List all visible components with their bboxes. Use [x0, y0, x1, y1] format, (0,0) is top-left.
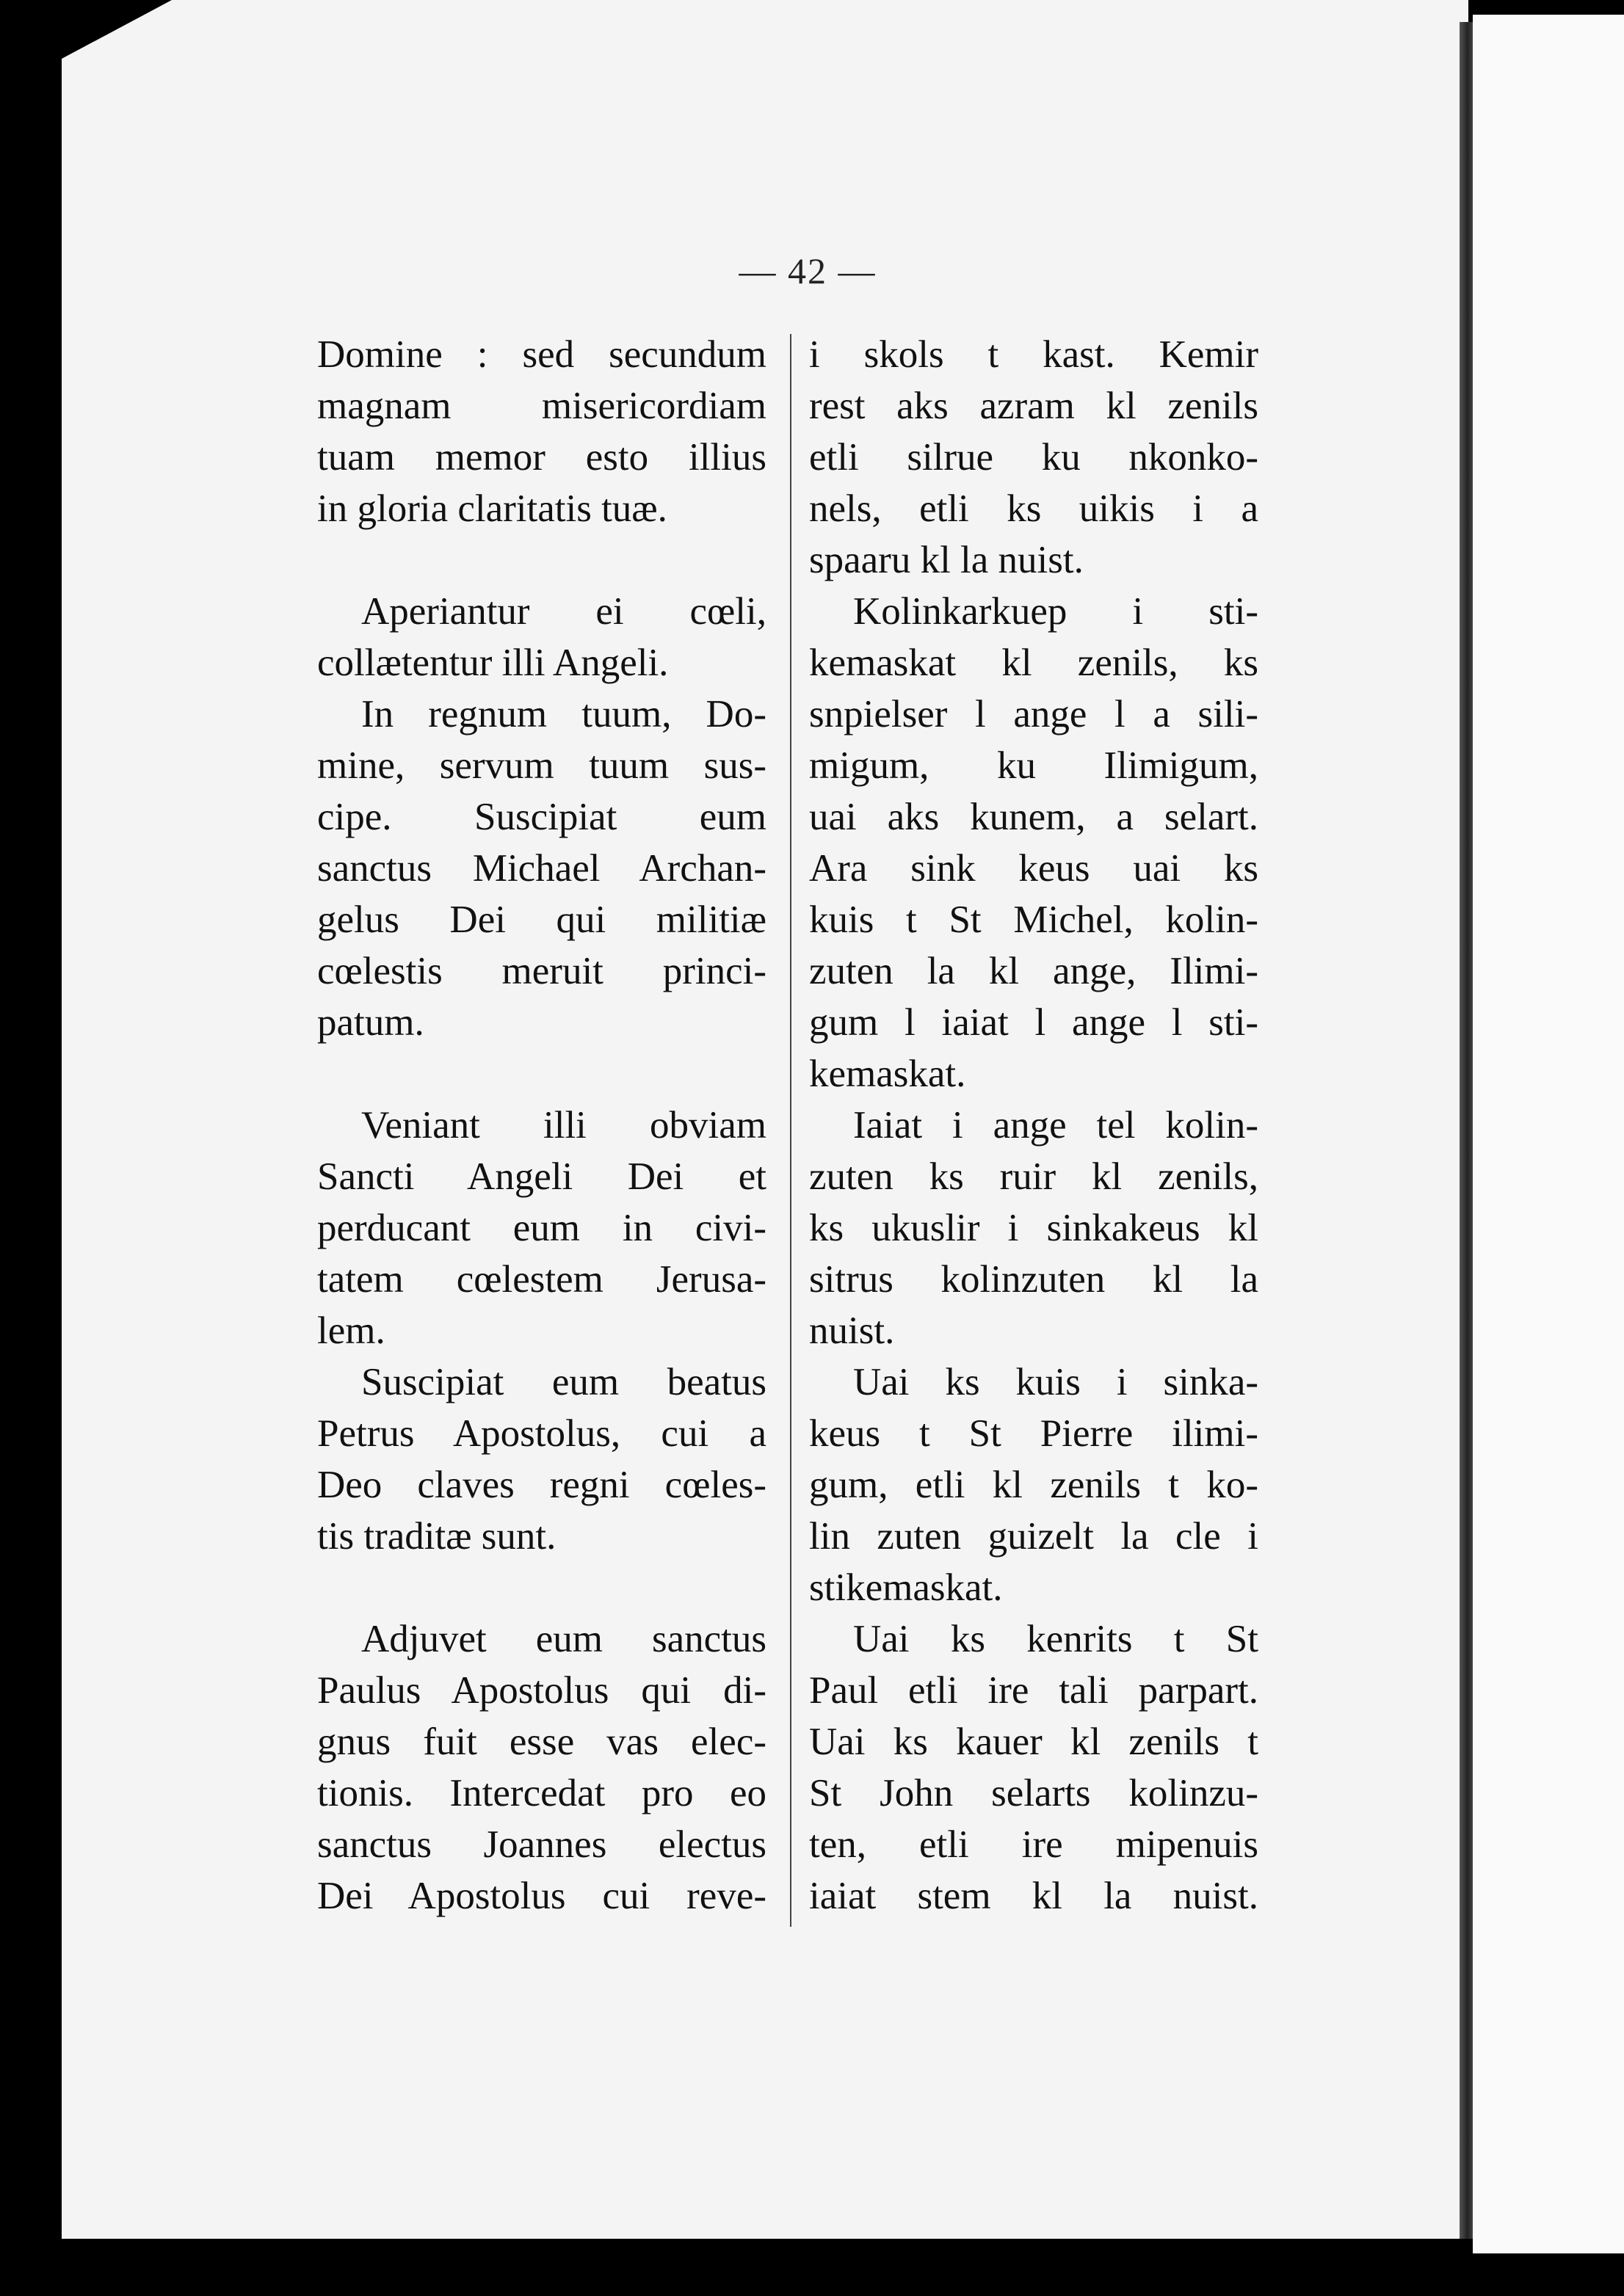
text-line: Veniant illi obviam: [361, 1104, 766, 1147]
paragraph: [809, 1356, 1258, 1613]
paragraph: [317, 689, 766, 1048]
text-line: ks ukuslir i sinkakeus kl: [809, 1207, 1258, 1249]
text-line: kemaskat kl zenils, ks: [809, 642, 1258, 684]
paragraph: [317, 1100, 766, 1356]
text-line: tuam memor esto illius: [317, 436, 766, 479]
text-line: Uai ks kenrits t St: [853, 1618, 1258, 1660]
text-line: collætentur illi Angeli.: [317, 642, 669, 684]
text-line: nels, etli ks uikis i a: [809, 487, 1258, 530]
text-line: kemaskat.: [809, 1053, 966, 1095]
text-line: gelus Dei qui militiæ: [317, 898, 766, 941]
text-line: mine, servum tuum sus-: [317, 744, 766, 787]
text-line: Dei Apostolus cui reve-: [317, 1875, 766, 1917]
text-line: Deo claves regni cœles-: [317, 1464, 766, 1506]
text-line: Paulus Apostolus qui di-: [317, 1669, 766, 1712]
next-page-edge: [1473, 15, 1624, 2253]
text-line: Uai ks kauer kl zenils t: [809, 1721, 1258, 1763]
page-spine: [1460, 22, 1473, 2239]
column-divider: [790, 334, 791, 1927]
text-line: Uai ks kuis i sinka-: [853, 1361, 1258, 1403]
paragraph: [317, 329, 766, 534]
text-line: cipe. Suscipiat eum: [317, 796, 766, 838]
text-line: gnus fuit esse vas elec-: [317, 1721, 766, 1763]
text-line: rest aks azram kl zenils: [809, 385, 1258, 427]
text-line: gum l iaiat l ange l sti-: [809, 1001, 1258, 1044]
text-line: cœlestis meruit princi-: [317, 950, 766, 992]
text-line: Kolinkarkuep i sti-: [853, 590, 1258, 633]
paragraph-gap: [317, 534, 766, 586]
paragraph: [809, 329, 1258, 586]
text-line: patum.: [317, 1001, 424, 1044]
text-line: stikemaskat.: [809, 1566, 1003, 1609]
text-line: spaaru kl la nuist.: [809, 539, 1084, 581]
text-line: tis traditæ sunt.: [317, 1515, 557, 1558]
text-line: lem.: [317, 1309, 385, 1352]
right-column-translation: [809, 329, 1258, 1922]
text-line: etli silrue ku nkonko-: [809, 436, 1258, 479]
text-line: In regnum tuum, Do-: [361, 693, 766, 735]
page-number: — 42 —: [739, 250, 877, 291]
text-line: migum, ku Ilimigum,: [809, 744, 1258, 787]
text-line: nuist.: [809, 1309, 895, 1352]
paragraph: [809, 586, 1258, 1100]
paragraph: [809, 1100, 1258, 1356]
text-line: iaiat stem kl la nuist.: [809, 1875, 1258, 1917]
text-line: tionis. Intercedat pro eo: [317, 1772, 766, 1814]
text-line: zuten ks ruir kl zenils,: [809, 1155, 1258, 1198]
paragraph: [317, 586, 766, 689]
text-line: sitrus kolinzuten kl la: [809, 1258, 1258, 1301]
text-line: Sancti Angeli Dei et: [317, 1155, 766, 1198]
text-line: lin zuten guizelt la cle i: [809, 1515, 1258, 1558]
text-line: tatem cœlestem Jerusa-: [317, 1258, 766, 1301]
text-line: sanctus Joannes electus: [317, 1823, 766, 1866]
text-line: Ara sink keus uai ks: [809, 847, 1258, 890]
paragraph: [317, 1356, 766, 1562]
text-line: zuten la kl ange, Ilimi-: [809, 950, 1258, 992]
paragraph-gap: [317, 1048, 766, 1100]
text-line: uai aks kunem, a selart.: [809, 796, 1258, 838]
text-line: Iaiat i ange tel kolin-: [853, 1104, 1258, 1147]
text-line: kuis t St Michel, kolin-: [809, 898, 1258, 941]
text-line: Paul etli ire tali parpart.: [809, 1669, 1258, 1712]
text-line: Petrus Apostolus, cui a: [317, 1412, 766, 1455]
text-line: sanctus Michael Archan-: [317, 847, 766, 890]
text-line: Domine : sed secundum: [317, 333, 766, 376]
text-line: perducant eum in civi-: [317, 1207, 766, 1249]
text-line: snpielser l ange l a sili-: [809, 693, 1258, 735]
text-line: gum, etli kl zenils t ko-: [809, 1464, 1258, 1506]
text-line: Adjuvet eum sanctus: [361, 1618, 766, 1660]
paragraph-gap: [317, 1562, 766, 1613]
text-line: St John selarts kolinzu-: [809, 1772, 1258, 1814]
text-line: Suscipiat eum beatus: [361, 1361, 766, 1403]
paragraph: [317, 1613, 766, 1922]
text-line: ten, etli ire mipenuis: [809, 1823, 1258, 1866]
paragraph: [809, 1613, 1258, 1922]
text-line: Aperiantur ei cœli,: [361, 590, 766, 633]
text-line: keus t St Pierre ilimi-: [809, 1412, 1258, 1455]
text-line: i skols t kast. Kemir: [809, 333, 1258, 376]
left-column-latin: [317, 329, 766, 1922]
text-line: magnam misericordiam: [317, 385, 766, 427]
text-line: in gloria claritatis tuæ.: [317, 487, 667, 530]
